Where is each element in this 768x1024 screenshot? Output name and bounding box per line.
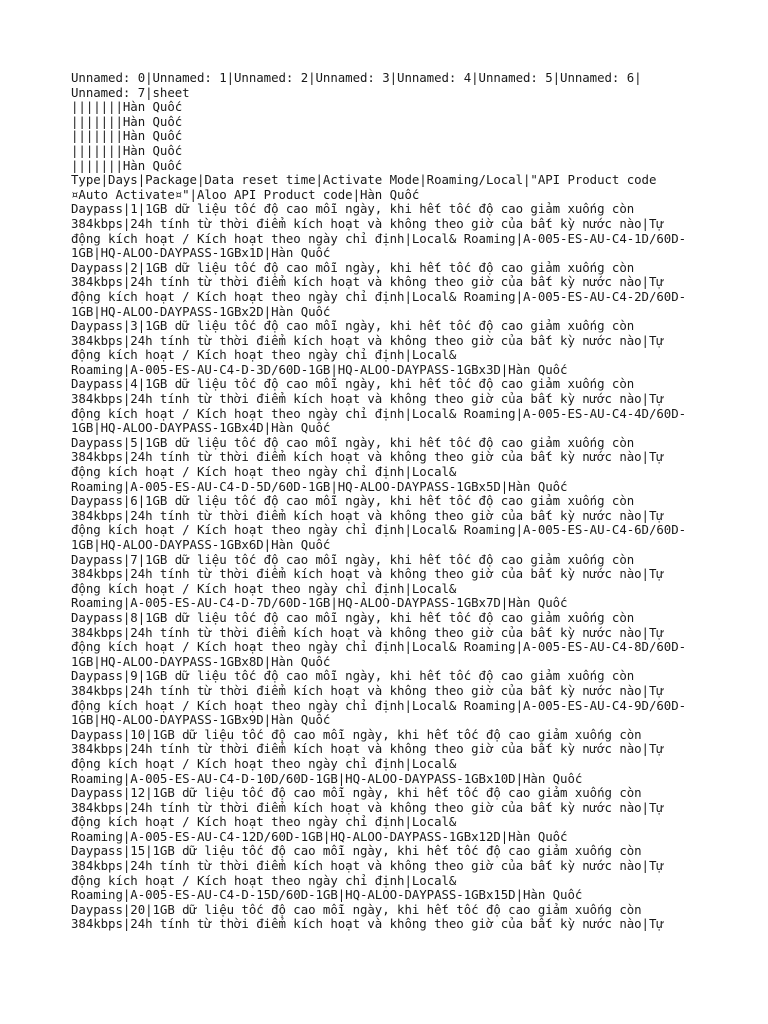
text-line: 384kbps|24h tính từ thời điểm kích hoạt và không theo giờ của bất kỳ nước nào|Tự (71, 858, 664, 874)
text-line: 1GB|HQ-ALOO-DAYPASS-1GBx1D|Hàn Quốc (71, 245, 331, 261)
text-line: 1GB|HQ-ALOO-DAYPASS-1GBx9D|Hàn Quốc (71, 712, 331, 728)
text-line: 384kbps|24h tính từ thời điểm kích hoạt và không theo giờ của bất kỳ nước nào|Tự (71, 332, 664, 348)
text-line: Roaming|A-005-ES-AU-C4-D-5D/60D-1GB|HQ-ALOO-DAYPASS-1GBx5D|Hàn Quốc (71, 478, 568, 494)
text-line: 384kbps|24h tính từ thời điểm kích hoạt và không theo giờ của bất kỳ nước nào|Tự (71, 624, 664, 640)
text-line: Unnamed: 7|sheet (71, 84, 190, 100)
text-line: động kích hoạt / Kích hoạt theo ngày chỉ định|Local& (71, 580, 457, 596)
header-line: Type|Days|Package|Data reset time|Activate Mode|Roaming/Local|"API Product code (71, 172, 657, 188)
text-line: Roaming|A-005-ES-AU-C4-D-10D/60D-1GB|HQ-ALOO-DAYPASS-1GBx10D|Hàn Quốc (71, 770, 583, 786)
text-line: Daypass|10|1GB dữ liệu tốc độ cao mỗi ngày, khi hết tốc độ cao giảm xuống còn (71, 726, 642, 742)
text-line: động kích hoạt / Kích hoạt theo ngày chỉ định|Local& Roaming|A-005-ES-AU-C4-8D/60D- (71, 639, 687, 655)
text-line: 384kbps|24h tính từ thời điểm kích hoạt và không theo giờ của bất kỳ nước nào|Tự (71, 799, 664, 815)
text-line: Daypass|15|1GB dữ liệu tốc độ cao mỗi ngày, khi hết tốc độ cao giảm xuống còn (71, 843, 642, 859)
text-line: 1GB|HQ-ALOO-DAYPASS-1GBx6D|Hàn Quốc (71, 537, 331, 552)
text-line: |||||||Hàn Quốc (71, 157, 183, 173)
text-line: Daypass|5|1GB dữ liệu tốc độ cao mỗi ngày, khi hết tốc độ cao giảm xuống còn (71, 434, 635, 450)
text-line: |||||||Hàn Quốc (71, 128, 183, 144)
text-line: 1GB|HQ-ALOO-DAYPASS-1GBx4D|Hàn Quốc (71, 420, 331, 436)
text-line: Daypass|12|1GB dữ liệu tốc độ cao mỗi ngày, khi hết tốc độ cao giảm xuống còn (71, 785, 642, 801)
text-line: Daypass|20|1GB dữ liệu tốc độ cao mỗi ngày, khi hết tốc độ cao giảm xuống còn (71, 901, 642, 917)
text-line: động kích hoạt / Kích hoạt theo ngày chỉ định|Local& (71, 347, 457, 363)
text-line: 384kbps|24h tính từ thời điểm kích hoạt và không theo giờ của bất kỳ nước nào|Tự (71, 916, 664, 932)
text-line: động kích hoạt / Kích hoạt theo ngày chỉ định|Local& Roaming|A-005-ES-AU-C4-6D/60D- (71, 522, 687, 538)
text-line: động kích hoạt / Kích hoạt theo ngày chỉ định|Local& (71, 872, 457, 888)
text-line: |||||||Hàn Quốc (71, 142, 183, 158)
text-line: động kích hoạt / Kích hoạt theo ngày chỉ định|Local& Roaming|A-005-ES-AU-C4-9D/60D- (71, 697, 687, 713)
text-line: |||||||Hàn Quốc (71, 113, 183, 129)
text-line: 384kbps|24h tính từ thời điểm kích hoạt và không theo giờ của bất kỳ nước nào|Tự (71, 566, 664, 582)
text-line: 384kbps|24h tính từ thời điểm kích hoạt và không theo giờ của bất kỳ nước nào|Tự (71, 274, 664, 290)
text-line: Daypass|1|1GB dữ liệu tốc độ cao mỗi ngày, khi hết tốc độ cao giảm xuống còn (71, 201, 635, 217)
text-line: động kích hoạt / Kích hoạt theo ngày chỉ định|Local& Roaming|A-005-ES-AU-C4-1D/60D- (71, 230, 687, 246)
text-line: Roaming|A-005-ES-AU-C4-D-15D/60D-1GB|HQ-ALOO-DAYPASS-1GBx15D|Hàn Quốc (71, 887, 583, 903)
text-line: |||||||Hàn Quốc (71, 99, 183, 115)
text-line: Daypass|3|1GB dữ liệu tốc độ cao mỗi ngày, khi hết tốc độ cao giảm xuống còn (71, 318, 635, 334)
text-line: động kích hoạt / Kích hoạt theo ngày chỉ định|Local& (71, 814, 457, 830)
text-line: Roaming|A-005-ES-AU-C4-D-3D/60D-1GB|HQ-ALOO-DAYPASS-1GBx3D|Hàn Quốc (71, 361, 568, 377)
text-line: động kích hoạt / Kích hoạt theo ngày chỉ định|Local& Roaming|A-005-ES-AU-C4-2D/60D- (71, 288, 687, 304)
text-line: Daypass|7|1GB dữ liệu tốc độ cao mỗi ngày, khi hết tốc độ cao giảm xuống còn (71, 551, 635, 567)
text-line: Daypass|9|1GB dữ liệu tốc độ cao mỗi ngày, khi hết tốc độ cao giảm xuống còn (71, 668, 635, 684)
text-line: Roaming|A-005-ES-AU-C4-D-7D/60D-1GB|HQ-ALOO-DAYPASS-1GBx7D|Hàn Quốc (71, 595, 568, 611)
text-line: Unnamed: 0|Unnamed: 1|Unnamed: 2|Unnamed: 3|Unnamed: 4|Unnamed: 5|Unnamed: 6| (71, 70, 642, 85)
text-line: động kích hoạt / Kích hoạt theo ngày chỉ định|Local& (71, 755, 457, 771)
text-line: 384kbps|24h tính từ thời điểm kích hoạt và không theo giờ của bất kỳ nước nào|Tự (71, 391, 664, 407)
text-line: động kích hoạt / Kích hoạt theo ngày chỉ định|Local& Roaming|A-005-ES-AU-C4-4D/60D- (71, 405, 687, 421)
text-line: 384kbps|24h tính từ thời điểm kích hoạt và không theo giờ của bất kỳ nước nào|Tự (71, 449, 664, 465)
text-line: Daypass|6|1GB dữ liệu tốc độ cao mỗi ngày, khi hết tốc độ cao giảm xuống còn (71, 493, 635, 509)
text-line: 1GB|HQ-ALOO-DAYPASS-1GBx8D|Hàn Quốc (71, 653, 331, 669)
text-line: Daypass|4|1GB dữ liệu tốc độ cao mỗi ngày, khi hết tốc độ cao giảm xuống còn (71, 376, 635, 392)
text-line: 384kbps|24h tính từ thời điểm kích hoạt và không theo giờ của bất kỳ nước nào|Tự (71, 741, 664, 757)
text-line: 1GB|HQ-ALOO-DAYPASS-1GBx2D|Hàn Quốc (71, 303, 331, 319)
text-line: Daypass|8|1GB dữ liệu tốc độ cao mỗi ngày, khi hết tốc độ cao giảm xuống còn (71, 609, 635, 625)
document-text-block (71, 71, 711, 932)
text-line: Daypass|2|1GB dữ liệu tốc độ cao mỗi ngày, khi hết tốc độ cao giảm xuống còn (71, 259, 635, 275)
text-line: 384kbps|24h tính từ thời điểm kích hoạt và không theo giờ của bất kỳ nước nào|Tự (71, 682, 664, 698)
text-line: động kích hoạt / Kích hoạt theo ngày chỉ định|Local& (71, 464, 457, 480)
header-line: ¤Auto Activate¤"|Aloo API Product code|Hàn Quốc (71, 186, 420, 202)
text-line: 384kbps|24h tính từ thời điểm kích hoạt và không theo giờ của bất kỳ nước nào|Tự (71, 507, 664, 523)
text-line: 384kbps|24h tính từ thời điểm kích hoạt và không theo giờ của bất kỳ nước nào|Tự (71, 215, 664, 231)
text-line: Roaming|A-005-ES-AU-C4-12D/60D-1GB|HQ-ALOO-DAYPASS-1GBx12D|Hàn Quốc (71, 828, 568, 844)
